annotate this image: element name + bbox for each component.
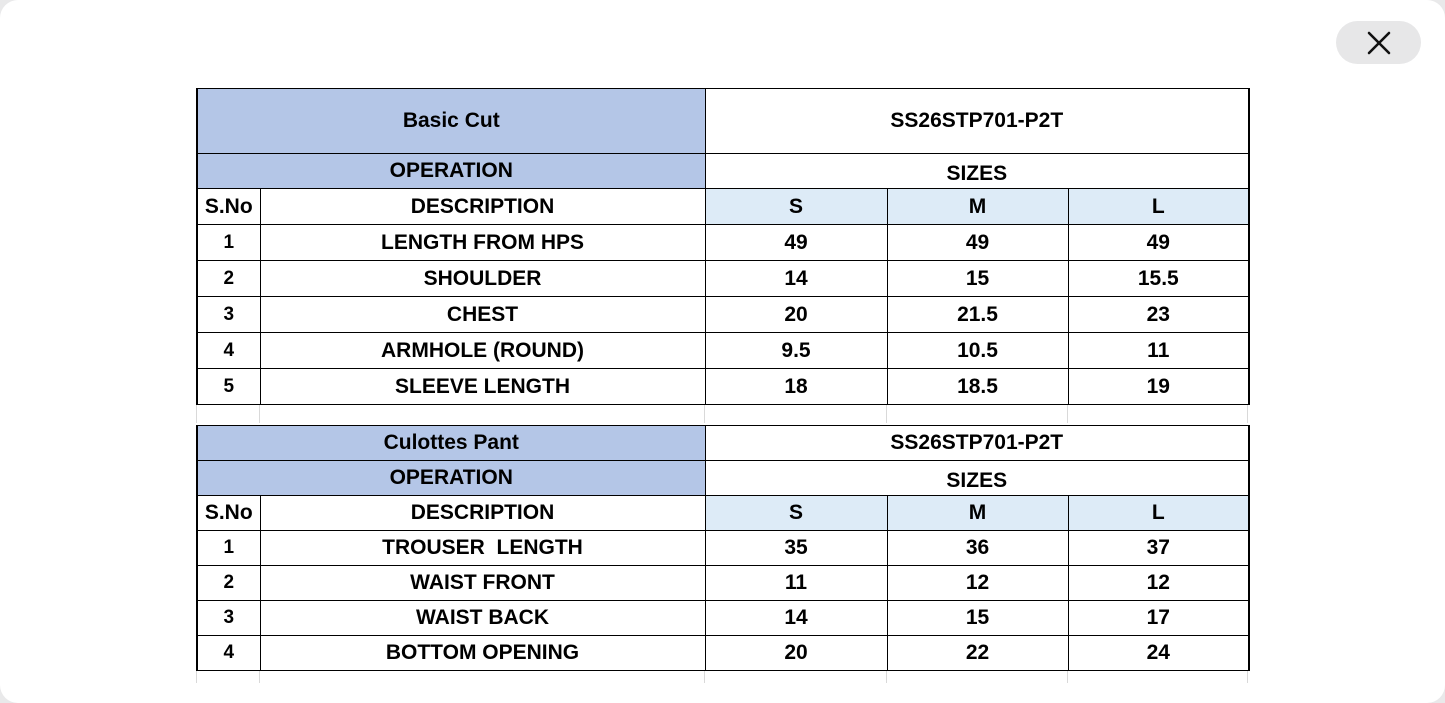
style-code: SS26STP701-P2T: [705, 89, 1249, 154]
row-value-s: 18: [705, 369, 887, 405]
row-value-s: 49: [705, 225, 887, 261]
table-row: [197, 369, 1249, 405]
row-description: BOTTOM OPENING: [260, 636, 705, 671]
row-value-m: 15: [887, 601, 1068, 636]
row-sno: 5: [197, 369, 260, 405]
row-value-m: 36: [887, 531, 1068, 566]
row-description: TROUSER LENGTH: [260, 531, 705, 566]
row-description: WAIST FRONT: [260, 566, 705, 601]
row-description: SLEEVE LENGTH: [260, 369, 705, 405]
gridline: [886, 669, 887, 683]
row-value-m: 22: [887, 636, 1068, 671]
gridline: [704, 403, 705, 423]
column-header-row: [197, 496, 1249, 531]
row-value-m: 10.5: [887, 333, 1068, 369]
table-row: [197, 531, 1249, 566]
gridline: [259, 403, 260, 423]
row-sno: 1: [197, 225, 260, 261]
gridline: [1247, 403, 1248, 423]
row-value-s: 20: [705, 636, 887, 671]
row-value-l: 37: [1068, 531, 1249, 566]
sizes-label: SIZES: [705, 461, 1249, 496]
row-value-s: 14: [705, 261, 887, 297]
row-value-l: 11: [1068, 333, 1249, 369]
style-code: SS26STP701-P2T: [705, 426, 1249, 461]
table-row: [197, 225, 1249, 261]
basic-cut-spec-table: [196, 88, 1250, 405]
gridline: [1067, 669, 1068, 683]
row-value-l: 17: [1068, 601, 1249, 636]
row-value-m: 15: [887, 261, 1068, 297]
size-header-s: S: [705, 496, 887, 531]
close-button[interactable]: [1336, 21, 1421, 64]
size-header-m: M: [887, 496, 1068, 531]
sizes-label: SIZES: [705, 154, 1249, 189]
row-description: LENGTH FROM HPS: [260, 225, 705, 261]
table-gap: [196, 405, 1248, 425]
column-header-row: [197, 189, 1249, 225]
row-sno: 4: [197, 333, 260, 369]
row-value-s: 14: [705, 601, 887, 636]
table-row: [197, 297, 1249, 333]
row-value-l: 12: [1068, 566, 1249, 601]
close-icon: [1366, 30, 1392, 56]
row-value-m: 49: [887, 225, 1068, 261]
row-sno: 3: [197, 601, 260, 636]
gridline: [259, 669, 260, 683]
gridline: [196, 403, 197, 423]
gridline: [704, 669, 705, 683]
table-row: [197, 566, 1249, 601]
row-description: CHEST: [260, 297, 705, 333]
row-value-l: 23: [1068, 297, 1249, 333]
row-value-s: 35: [705, 531, 887, 566]
gridline: [1247, 669, 1248, 683]
operation-label: OPERATION: [197, 461, 705, 496]
table-row: [197, 333, 1249, 369]
description-header: DESCRIPTION: [260, 496, 705, 531]
sno-header: S.No: [197, 496, 260, 531]
row-value-l: 15.5: [1068, 261, 1249, 297]
operation-row: [197, 461, 1249, 496]
row-description: SHOULDER: [260, 261, 705, 297]
row-sno: 2: [197, 261, 260, 297]
size-header-l: L: [1068, 496, 1249, 531]
row-value-l: 19: [1068, 369, 1249, 405]
row-sno: 4: [197, 636, 260, 671]
sno-header: S.No: [197, 189, 260, 225]
table-row: [197, 261, 1249, 297]
row-sno: 2: [197, 566, 260, 601]
row-value-l: 49: [1068, 225, 1249, 261]
row-value-l: 24: [1068, 636, 1249, 671]
row-value-s: 9.5: [705, 333, 887, 369]
gridline: [1067, 403, 1068, 423]
table-title: Basic Cut: [197, 89, 705, 154]
row-value-m: 21.5: [887, 297, 1068, 333]
row-value-s: 11: [705, 566, 887, 601]
operation-row: [197, 154, 1249, 189]
table-title-row: [197, 426, 1249, 461]
row-sno: 1: [197, 531, 260, 566]
table-row: [197, 636, 1249, 671]
operation-label: OPERATION: [197, 154, 705, 189]
size-header-m: M: [887, 189, 1068, 225]
row-description: WAIST BACK: [260, 601, 705, 636]
gridline: [886, 403, 887, 423]
row-description: ARMHOLE (ROUND): [260, 333, 705, 369]
gridline: [196, 669, 197, 683]
table-title: Culottes Pant: [197, 426, 705, 461]
size-header-s: S: [705, 189, 887, 225]
culottes-pant-spec-table: [196, 425, 1250, 671]
row-value-m: 18.5: [887, 369, 1068, 405]
row-value-s: 20: [705, 297, 887, 333]
description-header: DESCRIPTION: [260, 189, 705, 225]
size-header-l: L: [1068, 189, 1249, 225]
row-value-m: 12: [887, 566, 1068, 601]
row-sno: 3: [197, 297, 260, 333]
table-title-row: [197, 89, 1249, 154]
spreadsheet-image: [196, 88, 1248, 671]
table-row: [197, 601, 1249, 636]
